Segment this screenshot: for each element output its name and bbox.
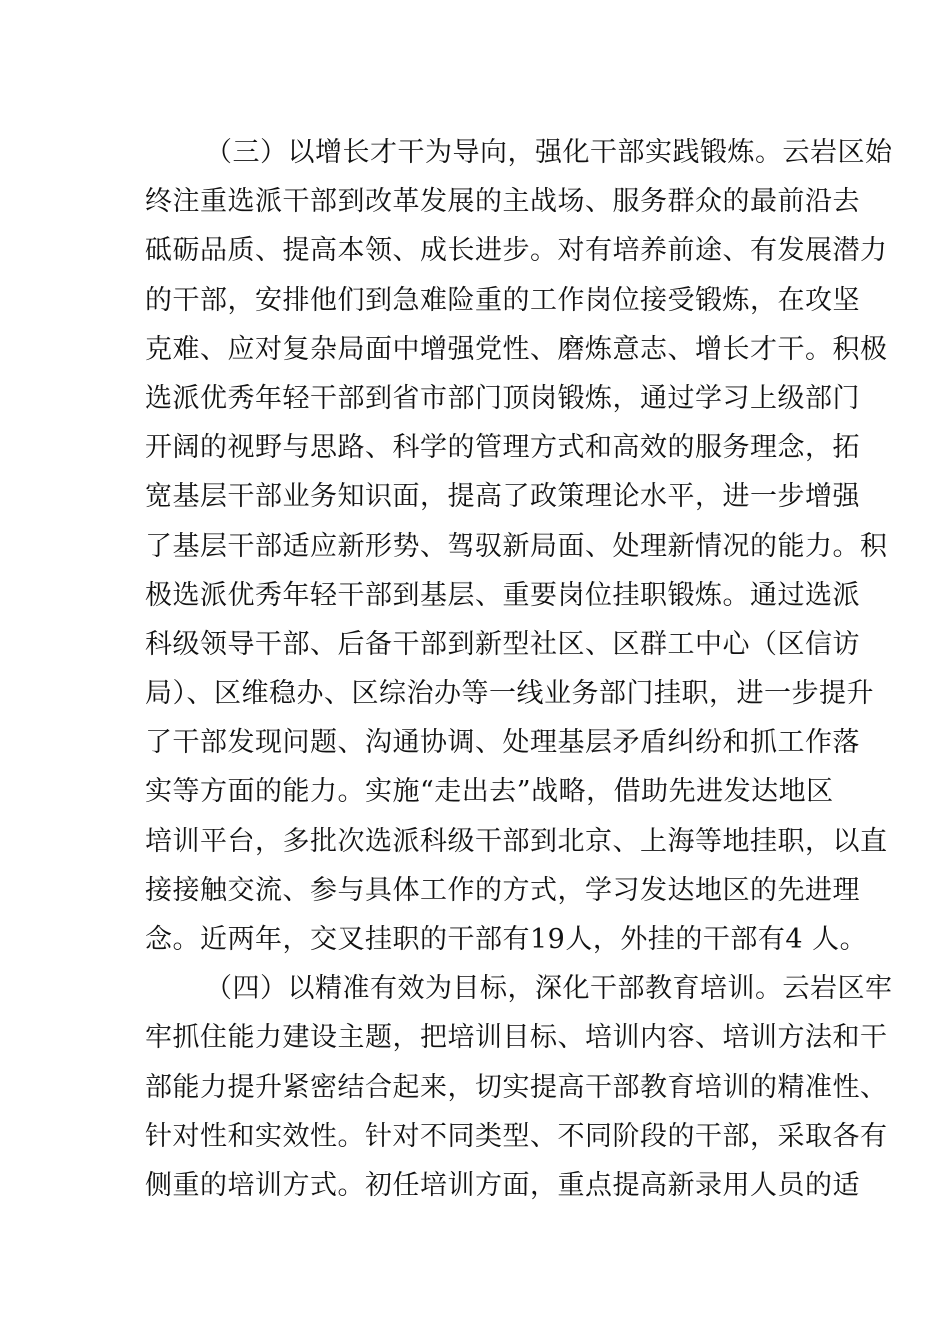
text-line: 克难、应对复杂局面中增强党性、磨炼意志、增长才干。积极 — [145, 333, 888, 365]
text-line: 接接触交流、参与具体工作的方式，学习发达地区的先进理 — [145, 874, 860, 906]
text-line: 侧重的培训方式。初任培训方面，重点提高新录用人员的适 — [145, 1169, 860, 1201]
text-line: 局）、区维稳办、区综治办等一线业务部门挂职，进一步提升 — [145, 678, 874, 710]
text-line: 培训平台，多批次选派科级干部到北京、上海等地挂职，以直 — [145, 825, 888, 857]
text-line: 了基层干部适应新形势、驾驭新局面、处理新情况的能力。积 — [145, 530, 888, 562]
text-line: 针对性和实效性。针对不同类型、不同阶段的干部，采取各有 — [145, 1120, 888, 1152]
text-line: 宽基层干部业务知识面，提高了政策理论水平，进一步增强 — [145, 481, 860, 513]
text-line: 开阔的视野与思路、科学的管理方式和高效的服务理念，拓 — [145, 432, 860, 464]
paragraph-4-heading-line: （四）以精准有效为目标，深化干部教育培训。云岩区牢 — [205, 973, 893, 1005]
text-line: 极选派优秀年轻干部到基层、重要岗位挂职锻炼。通过选派 — [145, 579, 860, 611]
text-line: 部能力提升紧密结合起来，切实提高干部教育培训的精准性、 — [145, 1071, 888, 1103]
body-text — [145, 128, 893, 1210]
text-line: 选派优秀年轻干部到省市部门顶岗锻炼，通过学习上级部门 — [145, 382, 860, 414]
text-line: 砥砺品质、提高本领、成长进步。对有培养前途、有发展潜力 — [145, 235, 888, 267]
text-line: 念。近两年，交叉挂职的干部有19人，外挂的干部有4 人。 — [145, 924, 868, 955]
text-line: 终注重选派干部到改革发展的主战场、服务群众的最前沿去 — [145, 186, 860, 218]
text-line: 实等方面的能力。实施“走出去”战略，借助先进发达地区 — [145, 776, 834, 808]
text-line: 科级领导干部、后备干部到新型社区、区群工中心（区信访 — [145, 628, 860, 660]
text-line: 的干部，安排他们到急难险重的工作岗位接受锻炼，在攻坚 — [145, 284, 860, 316]
text-line: 了干部发现问题、沟通协调、处理基层矛盾纠纷和抓工作落 — [145, 727, 860, 759]
text-line: 牢抓住能力建设主题，把培训目标、培训内容、培训方法和干 — [145, 1022, 888, 1054]
paragraph-3-heading-line: （三）以增长才干为导向，强化干部实践锻炼。云岩区始 — [205, 137, 893, 168]
